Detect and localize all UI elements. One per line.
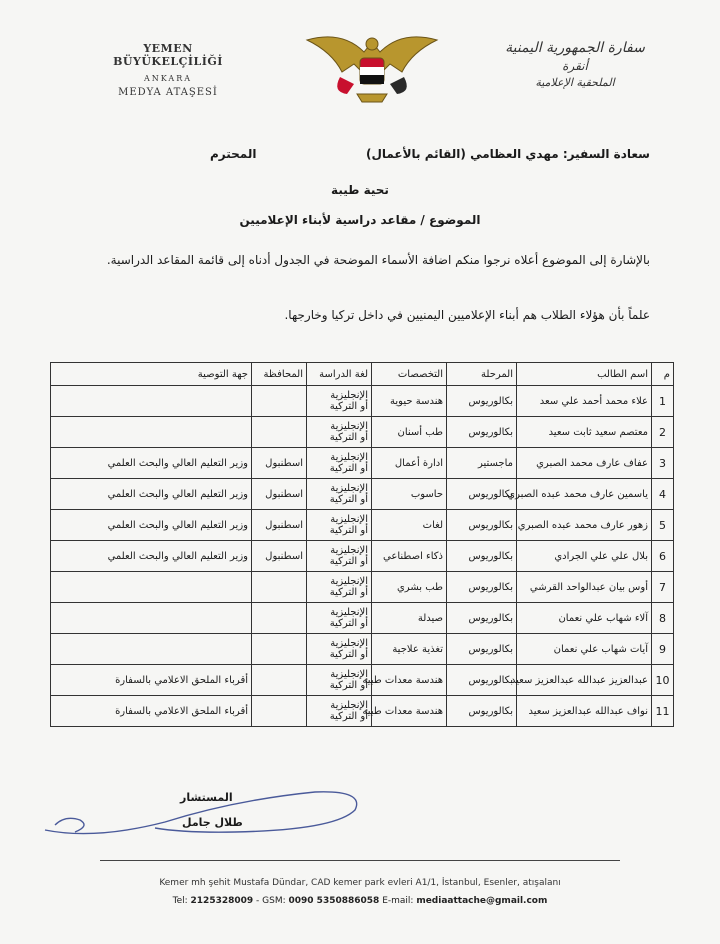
study-language — [307, 603, 372, 634]
language-line-1: الإنجليزية — [330, 576, 368, 587]
student-stage: ماجستير — [447, 448, 517, 479]
student-name: نواف عبدالله عبدالعزيز سعيد — [517, 696, 652, 727]
student-major: لغات — [372, 510, 447, 541]
body-paragraph-1: بالإشارة إلى الموضوع أعلاه نرجوا منكم اضافة الأسماء الموضحة في الجدول أدناه إلى قائمة المقاعد الدراسية. — [106, 253, 650, 267]
row-number: 2 — [652, 417, 674, 448]
recommender: أقرباء الملحق الاعلامي بالسفارة — [51, 696, 252, 727]
student-city: اسطنبول — [252, 510, 307, 541]
language-line-2: أو التركية — [329, 649, 368, 660]
col-header-recommender: جهة التوصية — [51, 363, 252, 386]
recommender — [51, 417, 252, 448]
student-stage: بكالوريوس — [447, 510, 517, 541]
student-city — [252, 634, 307, 665]
student-major: طب بشري — [372, 572, 447, 603]
language-line-2: أو التركية — [329, 711, 368, 722]
student-city — [252, 572, 307, 603]
table-row — [51, 417, 674, 448]
gsm-label: - GSM: — [256, 896, 286, 906]
footer-address: Kemer mh şehit Mustafa Dündar, CAD kemer park evleri A1/1, İstanbul, Esenler, atışalanı — [159, 878, 561, 888]
table-header-row — [51, 363, 674, 386]
language-line-2: أو التركية — [329, 680, 368, 691]
row-number: 3 — [652, 448, 674, 479]
table-row — [51, 696, 674, 727]
student-city — [252, 386, 307, 417]
study-language — [307, 417, 372, 448]
subject-line: الموضوع / مقاعد دراسية لأبناء الإعلاميين — [239, 213, 481, 227]
row-number: 8 — [652, 603, 674, 634]
recommender — [51, 603, 252, 634]
language-line-1: الإنجليزية — [330, 607, 368, 618]
greeting: تحية طيبة — [331, 183, 389, 197]
col-header-number: م — [652, 363, 674, 386]
col-header-language: لغة الدراسة — [307, 363, 372, 386]
row-number: 6 — [652, 541, 674, 572]
recommender: وزير التعليم العالي والبحث العلمي — [51, 541, 252, 572]
email-address[interactable]: mediaattache@gmail.com — [416, 896, 548, 906]
language-line-1: الإنجليزية — [330, 700, 368, 711]
recommender — [51, 572, 252, 603]
row-number: 10 — [652, 665, 674, 696]
recommender — [51, 386, 252, 417]
respected-label: المحترم — [210, 147, 257, 161]
student-name: علاء محمد أحمد علي سعد — [517, 386, 652, 417]
student-stage: بكالوريوس — [447, 541, 517, 572]
student-major: هندسة معدات طبيه — [372, 696, 447, 727]
student-major: حاسوب — [372, 479, 447, 510]
language-line-1: الإنجليزية — [330, 545, 368, 556]
student-major: طب أسنان — [372, 417, 447, 448]
recommender: وزير التعليم العالي والبحث العلمي — [51, 510, 252, 541]
study-language — [307, 541, 372, 572]
study-language — [307, 510, 372, 541]
study-language — [307, 634, 372, 665]
student-name: عبدالعزيز عبدالله عبدالعزيز سعيد — [517, 665, 652, 696]
col-header-stage: المرحلة — [447, 363, 517, 386]
table-row — [51, 572, 674, 603]
language-line-1: الإنجليزية — [330, 421, 368, 432]
language-line-2: أو التركية — [329, 525, 368, 536]
student-name: آلاء شهاب علي نعمان — [517, 603, 652, 634]
student-city: اسطنبول — [252, 479, 307, 510]
row-number: 9 — [652, 634, 674, 665]
email-label: E-mail: — [382, 896, 414, 906]
language-line-2: أو التركية — [329, 618, 368, 629]
student-city: اسطنبول — [252, 448, 307, 479]
col-header-name: اسم الطالب — [517, 363, 652, 386]
header-embassy-name: YEMEN BÜYÜKELÇİLİĞİ — [113, 42, 223, 68]
recommender: وزير التعليم العالي والبحث العلمي — [51, 479, 252, 510]
study-language — [307, 696, 372, 727]
student-name: عفاف عارف محمد الصبري — [517, 448, 652, 479]
student-stage: بكالوريوس — [447, 572, 517, 603]
student-name: بلال علي علي الجرادي — [517, 541, 652, 572]
student-name: معتصم سعيد ثابت سعيد — [517, 417, 652, 448]
header-arabic-city: أنقرة — [562, 59, 588, 73]
table-row — [51, 634, 674, 665]
language-line-1: الإنجليزية — [330, 514, 368, 525]
yemen-eagle-emblem — [302, 22, 442, 107]
study-language — [307, 479, 372, 510]
recommender: وزير التعليم العالي والبحث العلمي — [51, 448, 252, 479]
language-line-1: الإنجليزية — [330, 390, 368, 401]
student-major: هندسة معدات طبيه — [372, 665, 447, 696]
footer-divider — [100, 860, 620, 861]
student-stage: بكالوريوس — [447, 479, 517, 510]
language-line-2: أو التركية — [329, 494, 368, 505]
header-arabic-office: الملحقية الإعلامية — [535, 76, 615, 89]
tel-label: Tel: — [172, 896, 188, 906]
table-row — [51, 386, 674, 417]
recommender — [51, 634, 252, 665]
students-table — [50, 362, 674, 727]
header-office: MEDYA ATAŞESİ — [118, 87, 218, 98]
student-name: زهور عارف محمد عبده الصبري — [517, 510, 652, 541]
header-arabic-embassy: سفارة الجمهورية اليمنية — [505, 40, 645, 56]
language-line-2: أو التركية — [329, 463, 368, 474]
col-header-major: التخصصات — [372, 363, 447, 386]
study-language — [307, 386, 372, 417]
student-stage: بكالوريوس — [447, 634, 517, 665]
handwritten-signature — [35, 770, 375, 850]
student-name: ياسمين عارف محمد عبده الصبري — [517, 479, 652, 510]
student-name: أوس بيان عبدالواحد القرشي — [517, 572, 652, 603]
study-language — [307, 572, 372, 603]
language-line-2: أو التركية — [329, 556, 368, 567]
student-stage: بكالوريوس — [447, 603, 517, 634]
row-number: 5 — [652, 510, 674, 541]
student-stage: بكالوريوس — [447, 417, 517, 448]
study-language — [307, 665, 372, 696]
table-row — [51, 448, 674, 479]
footer-contact — [0, 896, 720, 906]
student-city: اسطنبول — [252, 541, 307, 572]
student-stage: بكالوريوس — [447, 696, 517, 727]
gsm-number: 0090 5350886058 — [288, 896, 380, 906]
table-row — [51, 479, 674, 510]
student-name: آيات شهاب علي نعمان — [517, 634, 652, 665]
student-city — [252, 417, 307, 448]
student-stage: بكالوريوس — [447, 386, 517, 417]
language-line-1: الإنجليزية — [330, 638, 368, 649]
table-row — [51, 510, 674, 541]
student-major: تغذية علاجية — [372, 634, 447, 665]
table-row — [51, 603, 674, 634]
embassy-header-arabic — [505, 40, 645, 89]
table-row — [51, 665, 674, 696]
row-number: 11 — [652, 696, 674, 727]
language-line-1: الإنجليزية — [330, 483, 368, 494]
header-city: ANKARA — [143, 74, 192, 83]
language-line-1: الإنجليزية — [330, 669, 368, 680]
signatory-name: طلال جامل — [182, 816, 243, 829]
table-row — [51, 541, 674, 572]
study-language — [307, 448, 372, 479]
body-paragraph-2: علماً بأن هؤلاء الطلاب هم أبناء الإعلاميين اليمنيين في داخل تركيا وخارجها. — [284, 308, 650, 322]
student-major: ذكاء اصطناعي — [372, 541, 447, 572]
language-line-2: أو التركية — [329, 432, 368, 443]
recommender: أقرباء الملحق الاعلامي بالسفارة — [51, 665, 252, 696]
row-number: 1 — [652, 386, 674, 417]
signatory-title: المستشار — [180, 791, 233, 804]
language-line-2: أو التركية — [329, 401, 368, 412]
tel-number: 2125328009 — [190, 896, 254, 906]
student-major: هندسة حيوية — [372, 386, 447, 417]
student-major: ادارة أعمال — [372, 448, 447, 479]
student-stage: بكالوريوس — [447, 665, 517, 696]
language-line-2: أو التركية — [329, 587, 368, 598]
student-major: صيدلة — [372, 603, 447, 634]
student-city — [252, 665, 307, 696]
col-header-city: المحافظة — [252, 363, 307, 386]
language-line-1: الإنجليزية — [330, 452, 368, 463]
row-number: 7 — [652, 572, 674, 603]
student-city — [252, 696, 307, 727]
salutation: سعادة السفير: مهدي العظامي (القائم بالأعمال) — [365, 147, 650, 161]
student-city — [252, 603, 307, 634]
row-number: 4 — [652, 479, 674, 510]
embassy-header-turkish — [88, 42, 248, 98]
